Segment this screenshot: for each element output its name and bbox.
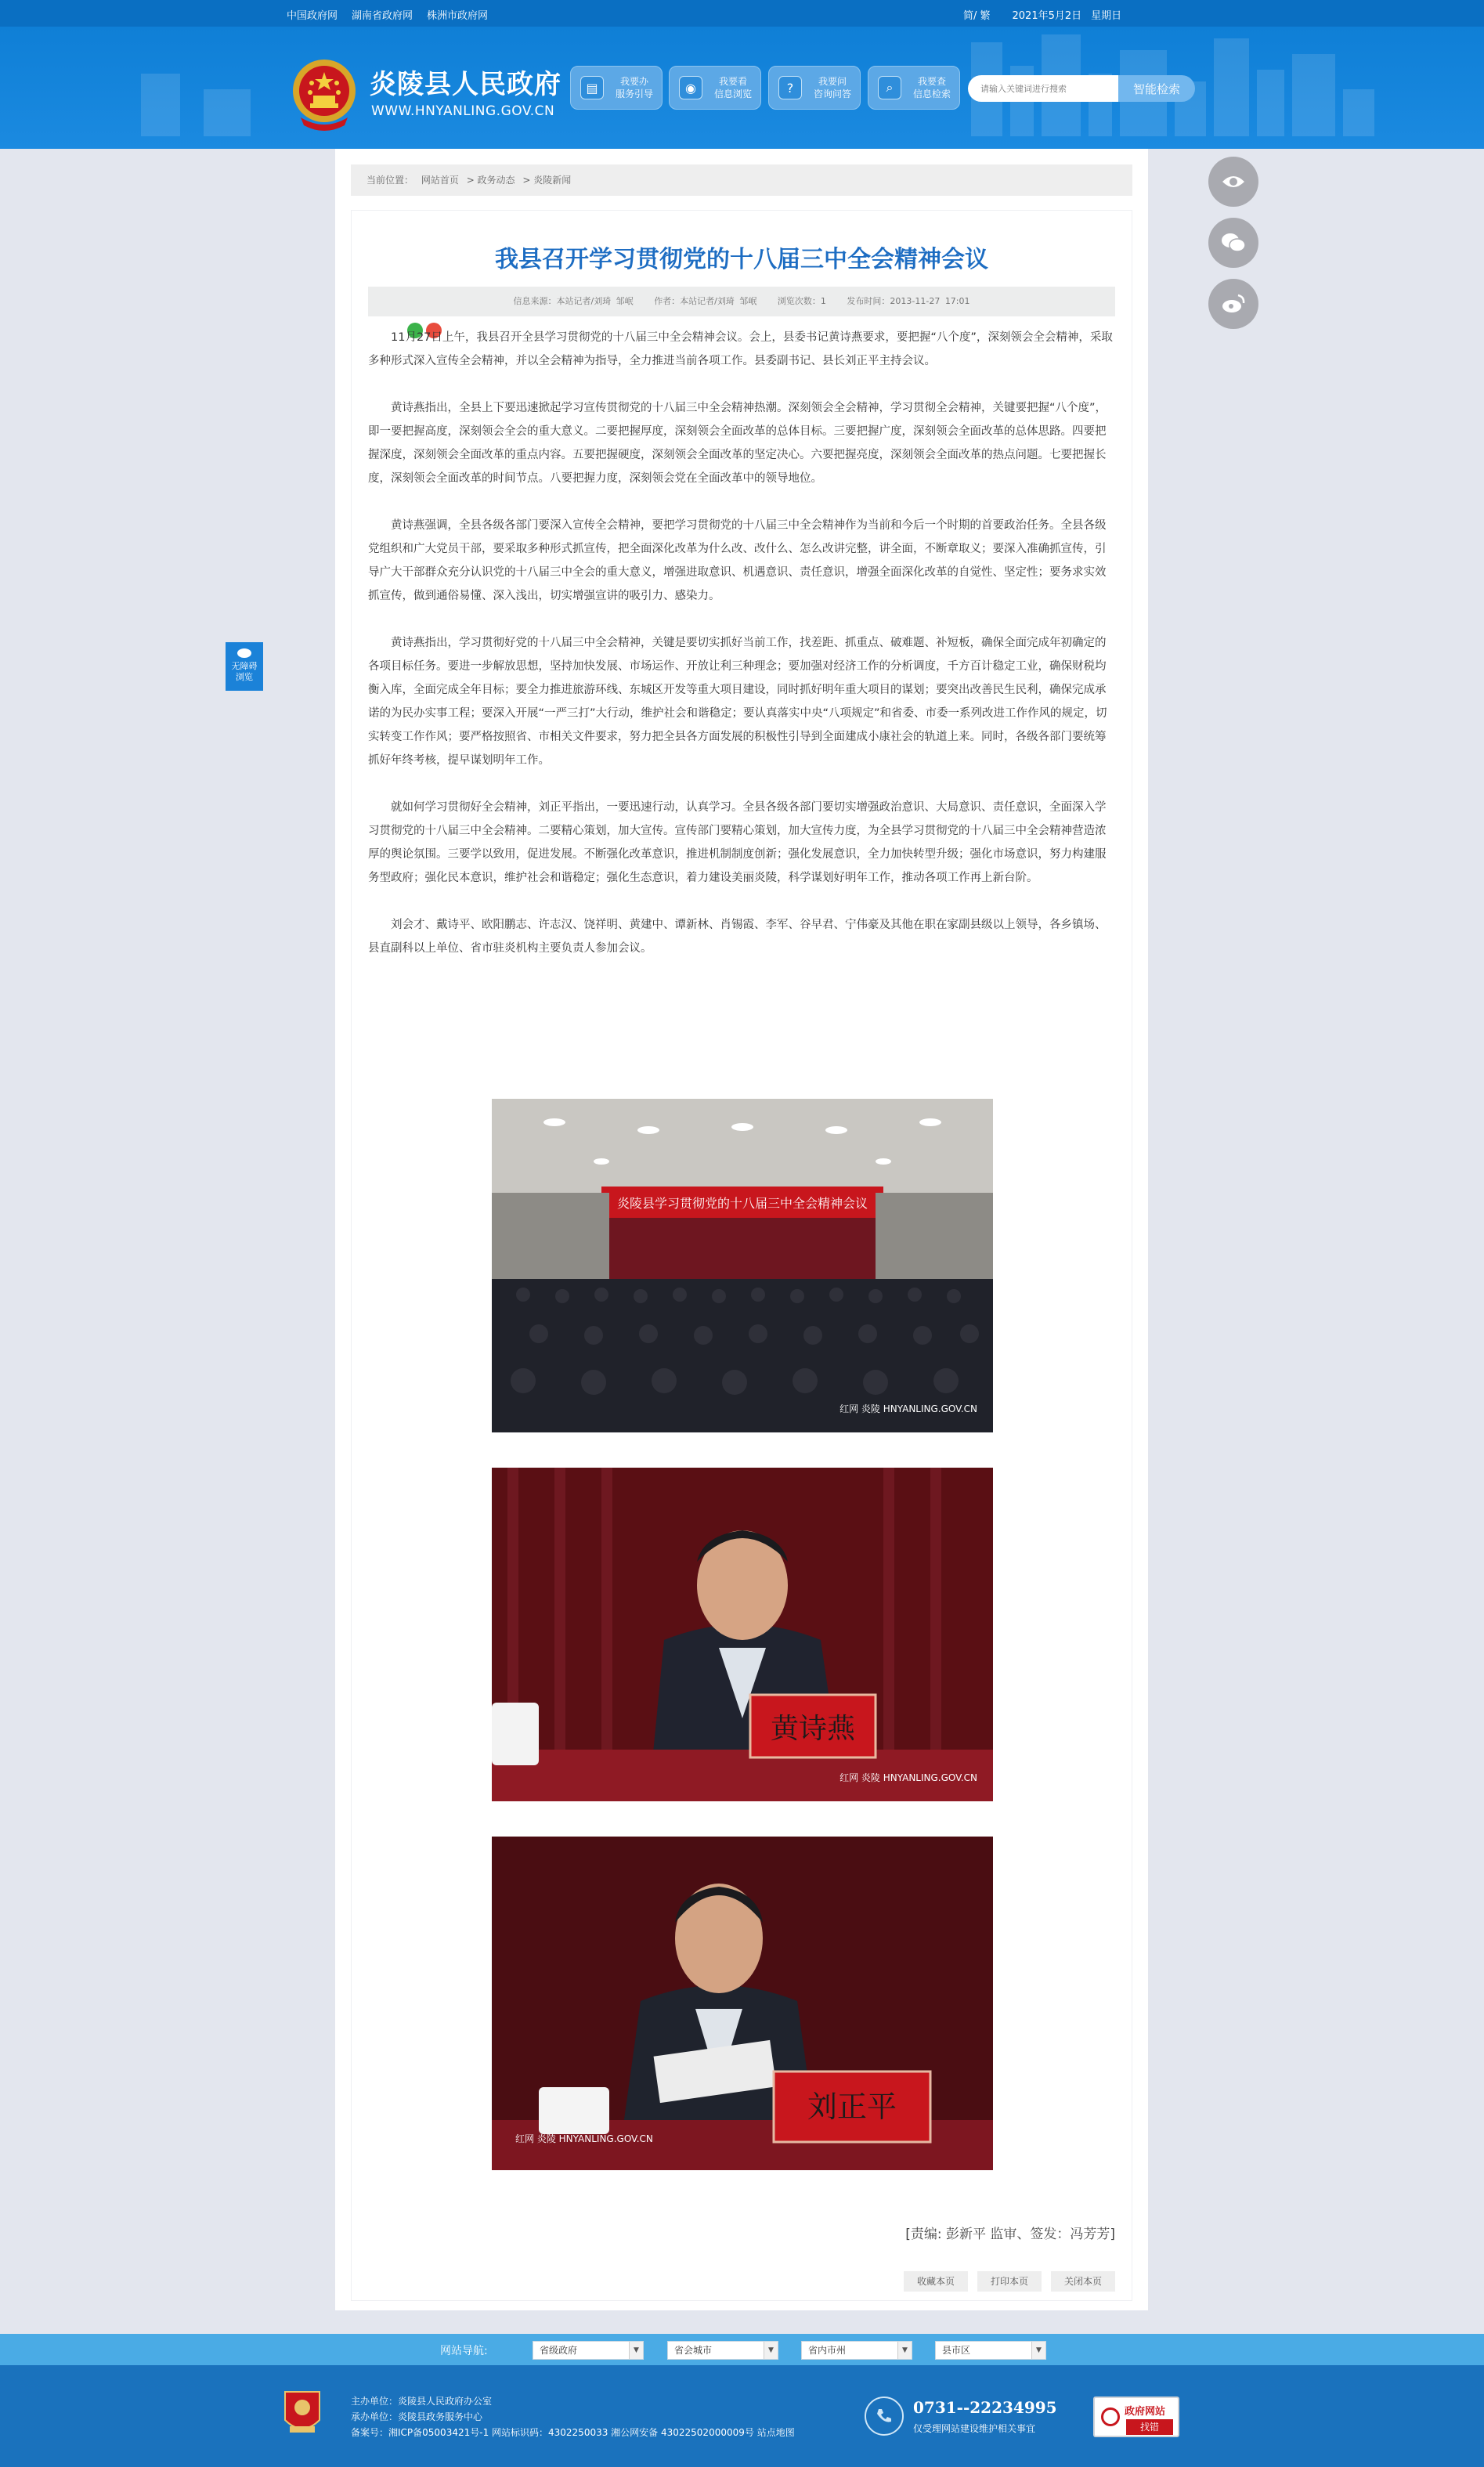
link-hunan-gov[interactable]: 湖南省政府网 bbox=[352, 10, 413, 22]
breadcrumb-label: 当前位置： bbox=[366, 175, 414, 186]
chevron-down-icon: ▼ bbox=[629, 2342, 643, 2359]
nav-line1: 我要看 bbox=[718, 76, 747, 87]
footer-sponsor: 主办单位：炎陵县人民政府办公室 bbox=[351, 2396, 493, 2407]
top-right bbox=[963, 7, 1121, 22]
current-date: 2021年5月2日 bbox=[1012, 10, 1082, 22]
select-value: 省会城市 bbox=[674, 2345, 713, 2356]
wechat-float-button[interactable] bbox=[1208, 218, 1258, 268]
meeting-hall-photo bbox=[492, 1099, 993, 1432]
site-footer bbox=[0, 2365, 1484, 2467]
article-paragraph: 黄诗燕强调，全县各级各部门要深入宣传全会精神，要把学习贯彻党的十八届三中全会精神作为当前和今后一个时期的首要政治任务。全县各级党组织和广大党员干部，要采取多种形式抓宣传，把全面深化改革为什么改、改什么、怎么改讲完整，讲全面，不断章取义；要深入准确抓宣传，引导广大干部群众充分认识党的十八届三中全会的重大意义，增强进取意识、机遇意识、责任意识，增强全面深化改革的自觉性、坚定性；要务求实效抓宣传，做到通俗易懂、深入浅出，切实增强宣讲的吸引力、感染力。 bbox=[368, 519, 1107, 602]
document-icon: ▤ bbox=[580, 76, 604, 99]
footer-organizer: 承办单位：炎陵县政务服务中心 bbox=[351, 2411, 483, 2422]
eye-icon bbox=[1222, 174, 1245, 190]
article-meta bbox=[368, 287, 1115, 316]
site-header bbox=[0, 27, 1484, 149]
speaker-photo-1 bbox=[492, 1468, 993, 1801]
contact-phone: 0731--22234995 bbox=[913, 2398, 1057, 2417]
article-paragraph: 黄诗燕指出，学习贯彻好党的十八届三中全会精神，关键是要切实抓好当前工作，找差距、抓重点、破难题、补短板，确保全面完成年初确定的各项目标任务。要进一步解放思想，坚持加快发展、市场运作、开放让利三种理念；要加强对经济工作的分析调度，千方百计稳定工业，确保财税均衡入库，全面完成全年目标；要全力推进旅游环线、东城区开发等重大项目建设，同时抓好明年重大项目的谋划；要突出改善民生民利，确保完成承诺的为民办实事工程；要深入开展“一严三打”大行动，维护社会和谐稳定；要认真落实中央“八项规定”和省委、市委一系列改进工作作风的规定，切实转变工作作风；要严格按照省、市相关文件要求，努力把全县各方面发展的积极性引导到全面建成小康社会的轨道上来。同时，各级各部门要统筹抓好年终考核，提早谋划明年工作。 bbox=[368, 637, 1107, 767]
footer-navigation bbox=[0, 2334, 1484, 2365]
close-page-button[interactable]: 关闭本页 bbox=[1051, 2271, 1115, 2292]
article-paragraph: 黄诗燕指出，全县上下要迅速掀起学习宣传贯彻党的十八届三中全会精神热潮。深刻领会全会精神，学习贯彻全会精神，关键要把握“八个度”，即一要把握高度，深刻领会全会的重大意义。二要把握厚度，深刻领会全面改革的总体目标。三要把握广度，深刻领会全面改革的总体思路。四要把握深度，深刻领会全面改革的重点内容。五要把握硬度，深刻领会全面改革的坚定决心。六要把握亮度，深刻领会全面改革的热点问题。七要把握长度，深刻领会全面改革的时间节点。八要把握力度，深刻领会党在全面改革中的领导地位。 bbox=[368, 402, 1107, 485]
article-paragraph: 11月27日上午，我县召开全县学习贯彻党的十八届三中全会精神会议。会上，县委书记黄诗燕要求，要把握“八个度”，深刻领会全会精神，采取多种形式深入宣传全会精神，并以全会精神为指导，全力推进当前各项工作。县委副书记、县长刘正平主持会议。 bbox=[368, 331, 1113, 367]
nav-button-browse[interactable] bbox=[669, 66, 761, 110]
contact-phone-note: 仅受理网站建设维护相关事宜 bbox=[913, 2423, 1036, 2434]
meta-author: 作者：本站记者/刘琦 邹岷 bbox=[654, 296, 757, 306]
weibo-icon bbox=[1221, 294, 1246, 314]
chevron-down-icon: ▼ bbox=[764, 2342, 778, 2359]
search-icon: ⌕ bbox=[878, 76, 901, 99]
footer-record[interactable]: 备案号：湘ICP备05003421号-1 网站标识码：4302250033 湘公网安备 43022502000009号 站点地图 bbox=[351, 2427, 795, 2438]
nav-button-ask[interactable] bbox=[768, 66, 861, 110]
footer-info bbox=[351, 2393, 795, 2440]
search-button[interactable]: 智能检索 bbox=[1118, 75, 1195, 102]
link-gov-cn[interactable]: 中国政府网 bbox=[287, 10, 338, 22]
party-emblem-logo bbox=[282, 2389, 323, 2439]
select-provincial-gov[interactable] bbox=[533, 2341, 644, 2360]
meeting-banner-text: 炎陵县学习贯彻党的十八届三中全会精神会议 bbox=[616, 1196, 868, 1211]
nav-line1: 我要查 bbox=[917, 76, 946, 87]
search-input[interactable] bbox=[968, 75, 1120, 102]
current-weekday: 星期日 bbox=[1091, 10, 1122, 22]
select-provincial-capitals[interactable] bbox=[667, 2341, 778, 2360]
article-title: 我县召开学习贯彻党的十八届三中全会精神会议 bbox=[495, 246, 988, 273]
select-counties[interactable] bbox=[935, 2341, 1046, 2360]
chevron-down-icon: ▼ bbox=[1031, 2342, 1045, 2359]
view-float-button[interactable] bbox=[1208, 157, 1258, 207]
photo-watermark: 红网 炎陵 HNYANLING.GOV.CN bbox=[839, 1772, 977, 1783]
wechat-icon bbox=[1221, 233, 1246, 253]
photo-watermark: 红网 炎陵 HNYANLING.GOV.CN bbox=[515, 2133, 653, 2144]
report-error-badge[interactable] bbox=[1093, 2397, 1179, 2437]
search-box bbox=[968, 75, 1195, 102]
print-button[interactable]: 打印本页 bbox=[977, 2271, 1042, 2292]
select-value: 省级政府 bbox=[540, 2345, 578, 2356]
phone-icon bbox=[865, 2397, 904, 2436]
article-body bbox=[368, 326, 1115, 984]
breadcrumb-home[interactable]: 网站首页 bbox=[421, 175, 459, 186]
accessibility-label-sub: 浏览 bbox=[236, 672, 253, 682]
select-value: 省内市州 bbox=[808, 2345, 847, 2356]
breadcrumb-local-news[interactable]: > 炎陵新闻 bbox=[522, 175, 572, 186]
meta-source: 信息来源：本站记者/刘琦 邹岷 bbox=[513, 296, 634, 306]
speaker-photo-2 bbox=[492, 1837, 993, 2170]
nav-line1: 我要问 bbox=[818, 76, 847, 87]
select-value: 县市区 bbox=[942, 2345, 971, 2356]
article-paragraph: 就如何学习贯彻好全会精神，刘正平指出，一要迅速行动，认真学习。全县各级各部门要切实增强政治意识、大局意识、责任意识，全面深入学习贯彻党的十八届三中全会精神。二要精心策划，加大宣传。宣传部门要精心策划，加大宣传力度，为全县学习贯彻党的十八届三中全会精神营造浓厚的舆论氛围。三要学以致用，促进发展。不断强化改革意识，推进机制制度创新；强化发展意识，全力加快转型升级；强化市场意识，努力构建服务型政府；强化民本意识，维护社会和谐稳定；强化生态意识，着力建设美丽炎陵，科学谋划好明年工作，推动各项工作再上新台阶。 bbox=[368, 801, 1107, 884]
badge-line2: 找错 bbox=[1126, 2419, 1173, 2435]
accessibility-icon bbox=[237, 648, 251, 658]
select-cities-in-province[interactable] bbox=[801, 2341, 912, 2360]
chevron-down-icon: ▼ bbox=[897, 2342, 912, 2359]
bookmark-button[interactable]: 收藏本页 bbox=[904, 2271, 968, 2292]
lang-switch[interactable]: 简/ 繁 bbox=[963, 10, 991, 22]
nav-line2: 信息浏览 bbox=[713, 88, 752, 99]
national-emblem-logo bbox=[287, 55, 362, 135]
eye-icon: ◉ bbox=[679, 76, 702, 99]
accessibility-label: 无障碍 bbox=[231, 661, 258, 671]
nav-button-services[interactable] bbox=[570, 66, 663, 110]
weibo-float-button[interactable] bbox=[1208, 279, 1258, 329]
question-icon: ? bbox=[778, 76, 802, 99]
accessibility-button[interactable] bbox=[226, 642, 263, 691]
article-paragraph: 刘会才、戴诗平、欧阳鹏志、许志汉、饶祥明、黄建中、谭新林、肖锡霞、李军、谷早君、宁伟豪及其他在职在家副县级以上领导，各乡镇场、县直副科以上单位、省市驻炎机构主要负责人参加会议。 bbox=[368, 919, 1107, 955]
breadcrumb-news[interactable]: > 政务动态 bbox=[466, 175, 515, 186]
nameplate-text: 刘正平 bbox=[807, 2090, 897, 2124]
breadcrumb bbox=[351, 164, 1132, 196]
nav-line2: 信息检索 bbox=[912, 88, 951, 99]
site-url: WWW.HNYANLING.GOV.CN bbox=[371, 103, 555, 119]
badge-icon bbox=[1101, 2407, 1120, 2426]
top-links bbox=[287, 7, 488, 22]
nav-line2: 服务引导 bbox=[615, 88, 653, 99]
nav-line2: 咨询问答 bbox=[813, 88, 851, 99]
footer-nav-label: 网站导航: bbox=[440, 2345, 488, 2357]
link-zhuzhou-gov[interactable]: 株洲市政府网 bbox=[427, 10, 489, 22]
top-bar bbox=[0, 0, 1484, 27]
site-name: 炎陵县人民政府 bbox=[370, 69, 561, 100]
nav-line1: 我要办 bbox=[619, 76, 648, 87]
photo-watermark: 红网 炎陵 HNYANLING.GOV.CN bbox=[839, 1403, 977, 1414]
badge-line1: 政府网站 bbox=[1125, 2406, 1166, 2418]
meta-views: 浏览次数：1 bbox=[777, 296, 826, 306]
nameplate-text: 黄诗燕 bbox=[770, 1713, 856, 1745]
meta-published: 发布时间：2013-11-27 17:01 bbox=[847, 296, 970, 306]
nav-button-search[interactable] bbox=[868, 66, 960, 110]
editor-credit: [责编: 彭新平 监审、签发：冯芳芳] bbox=[905, 2227, 1115, 2242]
